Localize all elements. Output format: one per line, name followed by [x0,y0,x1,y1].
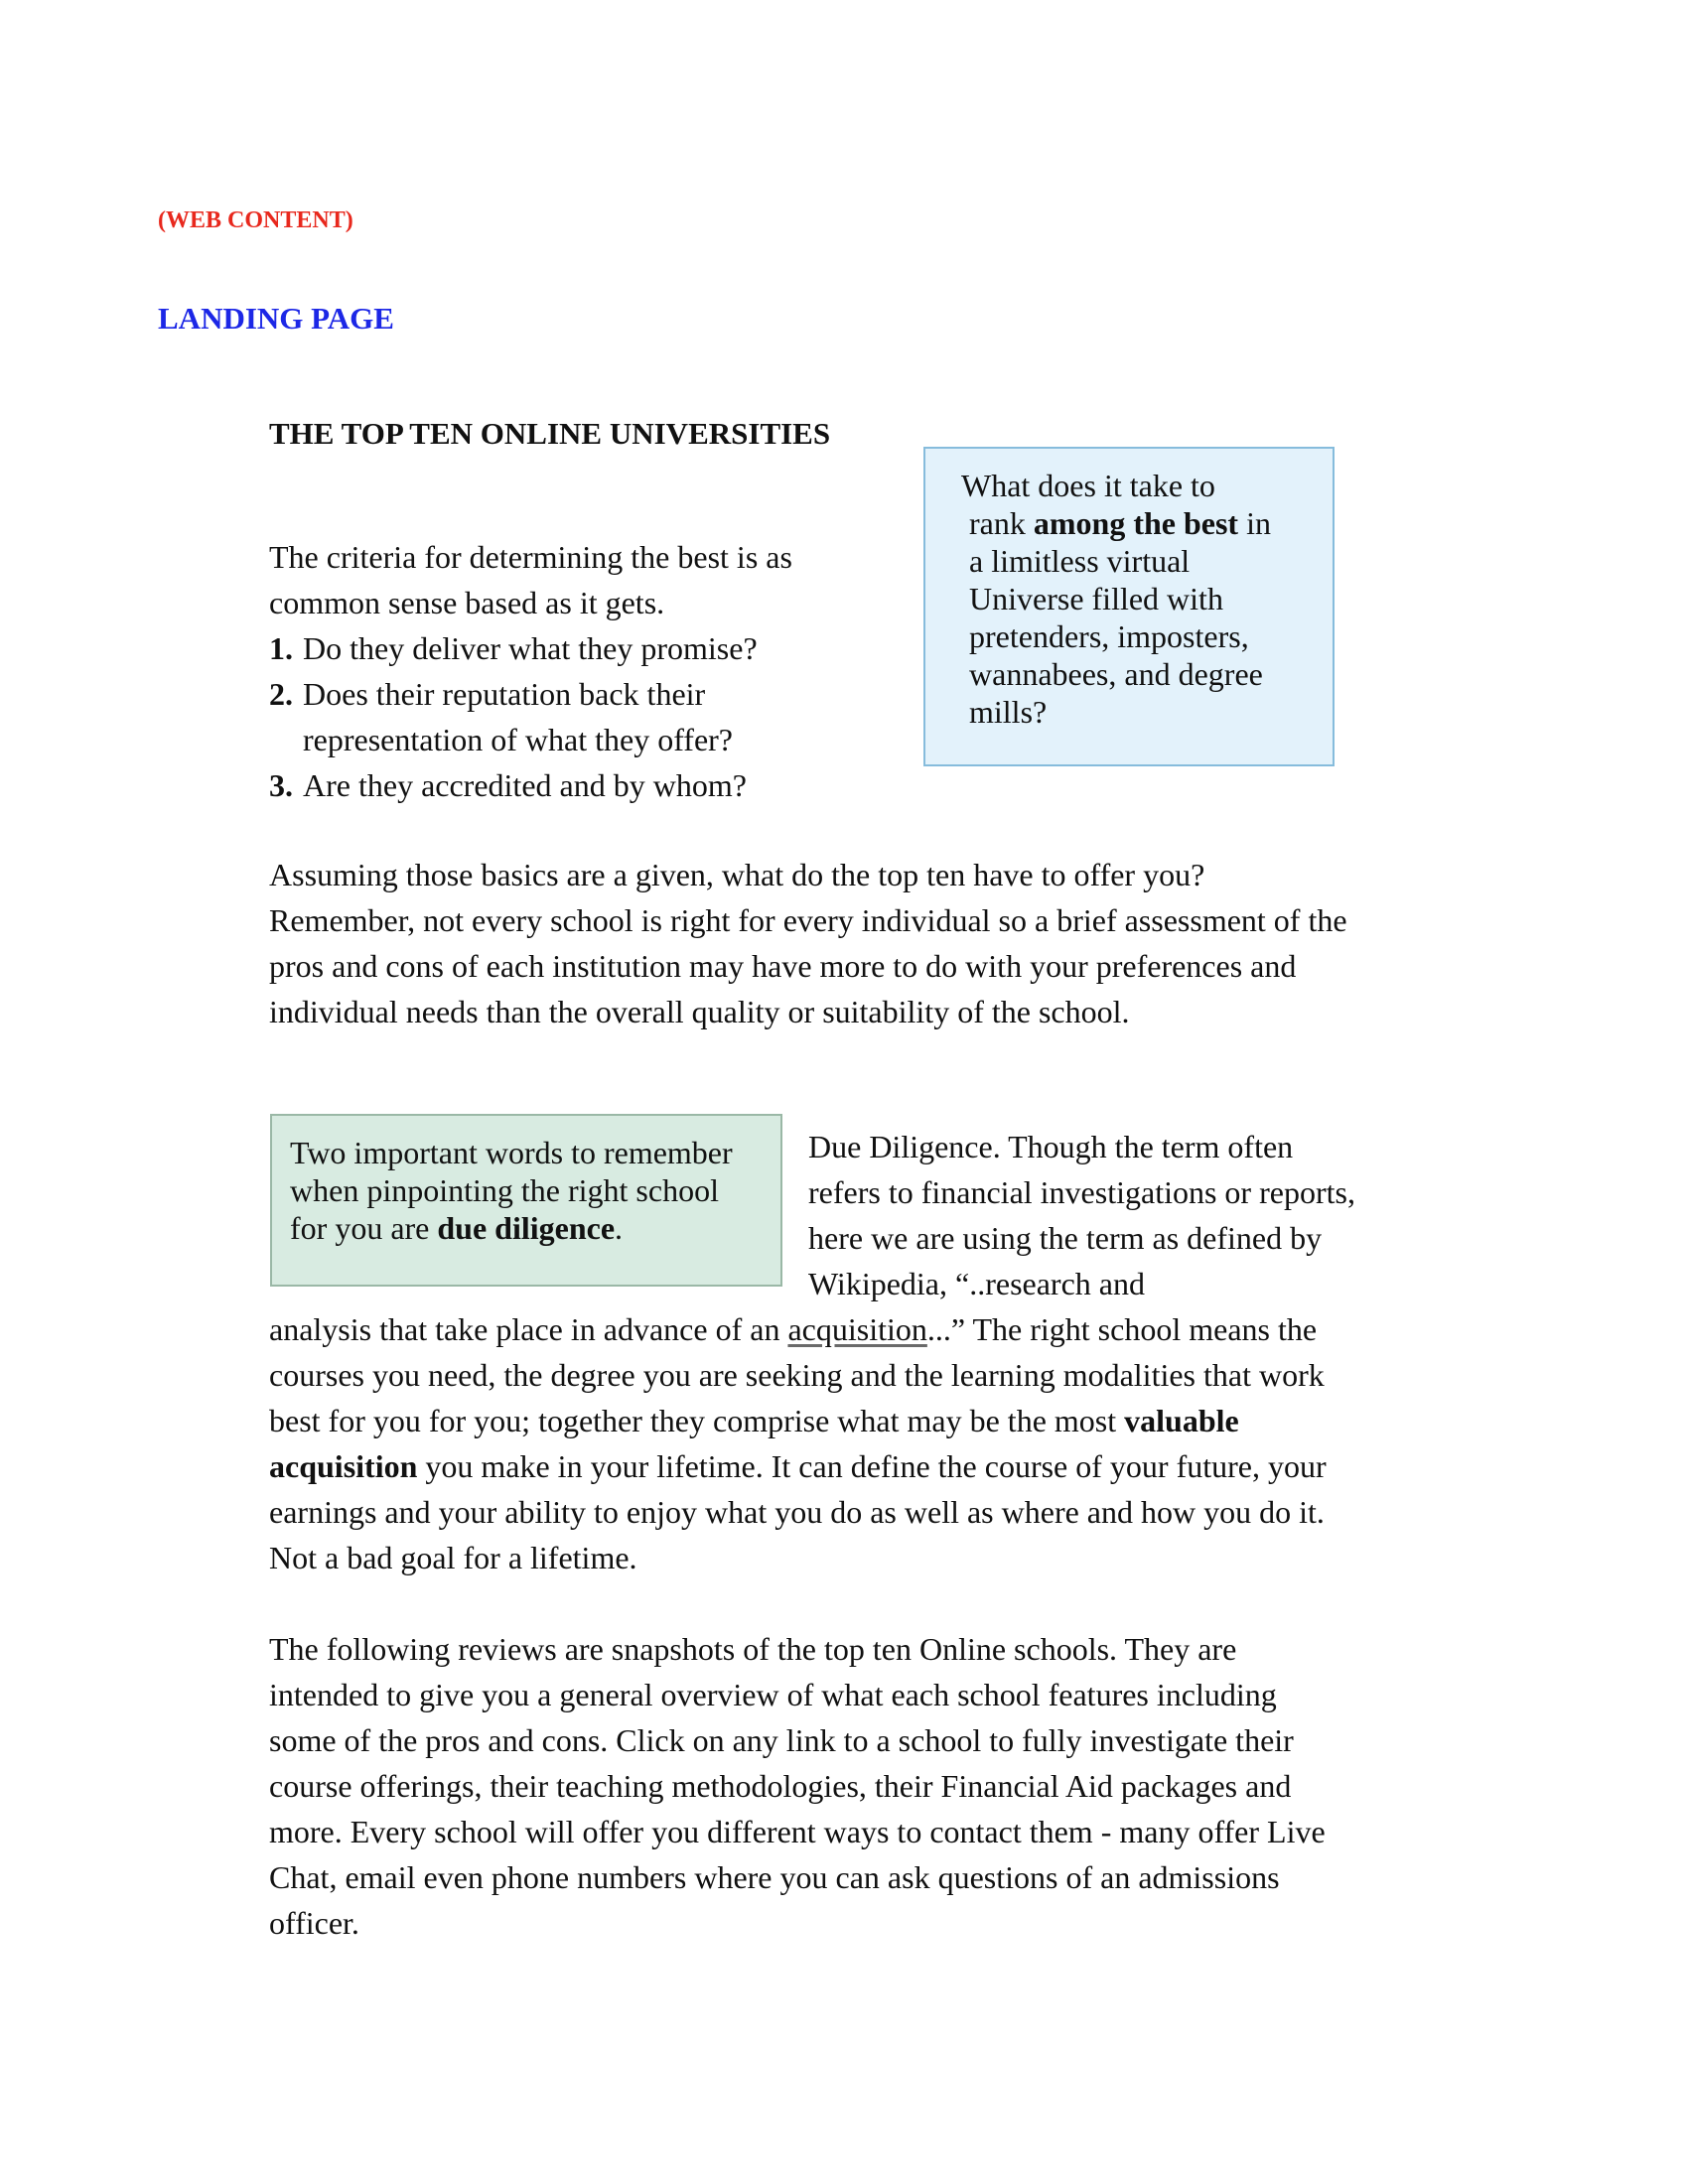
criteria-item [269,762,865,808]
callout-emphasis: due diligence [437,1210,616,1246]
callout-body [969,504,1293,731]
criteria-text: Does their reputation back their representation of what they offer? [303,676,733,757]
callout-text: rank [969,505,1034,541]
callout-text: Two important words to remember when pinpointing the right school for you are [290,1135,733,1246]
criteria-section [269,534,865,808]
callout-first-line: What does it take to [961,468,1215,503]
paragraph-due-diligence [269,1306,1351,1580]
callout-emphasis: among the best [1033,505,1239,541]
criteria-item [269,625,865,671]
paragraph-text: you make in your lifetime. It can define the course of your future, your earnings and your ability to enjoy what you do as well as where and how you do it. Not a bad goal for a lifetime. [269,1448,1327,1575]
criteria-item [269,671,865,762]
criteria-text: Do they deliver what they promise? [303,630,758,666]
criteria-text: Are they accredited and by whom? [303,767,747,803]
callout-among-the-best [923,447,1335,766]
criteria-number: 1. [269,630,293,666]
callout-due-diligence [270,1114,782,1287]
criteria-number: 2. [269,676,293,712]
callout-text: . [615,1210,624,1246]
paragraph-due-diligence-intro: Due Diligence. Though the term often refers to financial investigations or reports, here we are using the term as defined by Wikipedia, “..research and [808,1129,1355,1301]
acquisition-link[interactable]: acquisition [787,1311,927,1347]
criteria-number: 3. [269,767,293,803]
paragraph-text: analysis that take place in advance of an [269,1311,788,1347]
paragraph-assuming: Assuming those basics are a given, what do the top ten have to offer you? Remember, not every school is right for every individual so a brief assessment of the pros and cons of each institution may have more to do with your preferences and individual needs than the overall quality or suitability of the school. [269,857,1347,1029]
criteria-list [269,625,865,808]
criteria-intro: The criteria for determining the best is as common sense based as it gets. [269,539,792,620]
callout-text: in a limitless virtual Universe filled with pretenders, imposters, wannabees, and degree mills? [969,505,1271,730]
section-title: LANDING PAGE [158,301,394,336]
paragraph-reviews: The following reviews are snapshots of the top ten Online schools. They are intended to give you a general overview of what each school features including some of the pros and cons. Click on any link to a school to fully investigate their course offerings, their teaching methodologies, their Financial Aid packages and more. Every school will offer you different ways to contact them - many offer Live Chat, email even phone numbers where you can ask questions of an admissions officer. [269,1631,1326,1941]
paragraph-emphasis: valuable acquisition [269,1403,1239,1484]
page-heading: THE TOP TEN ONLINE UNIVERSITIES [269,416,831,451]
paragraph-text: ...” The right school means the courses you need, the degree you are seeking and the learning modalities that work best for you for you; together they comprise what may be the most [269,1311,1325,1438]
page-label: (WEB CONTENT) [158,207,353,233]
